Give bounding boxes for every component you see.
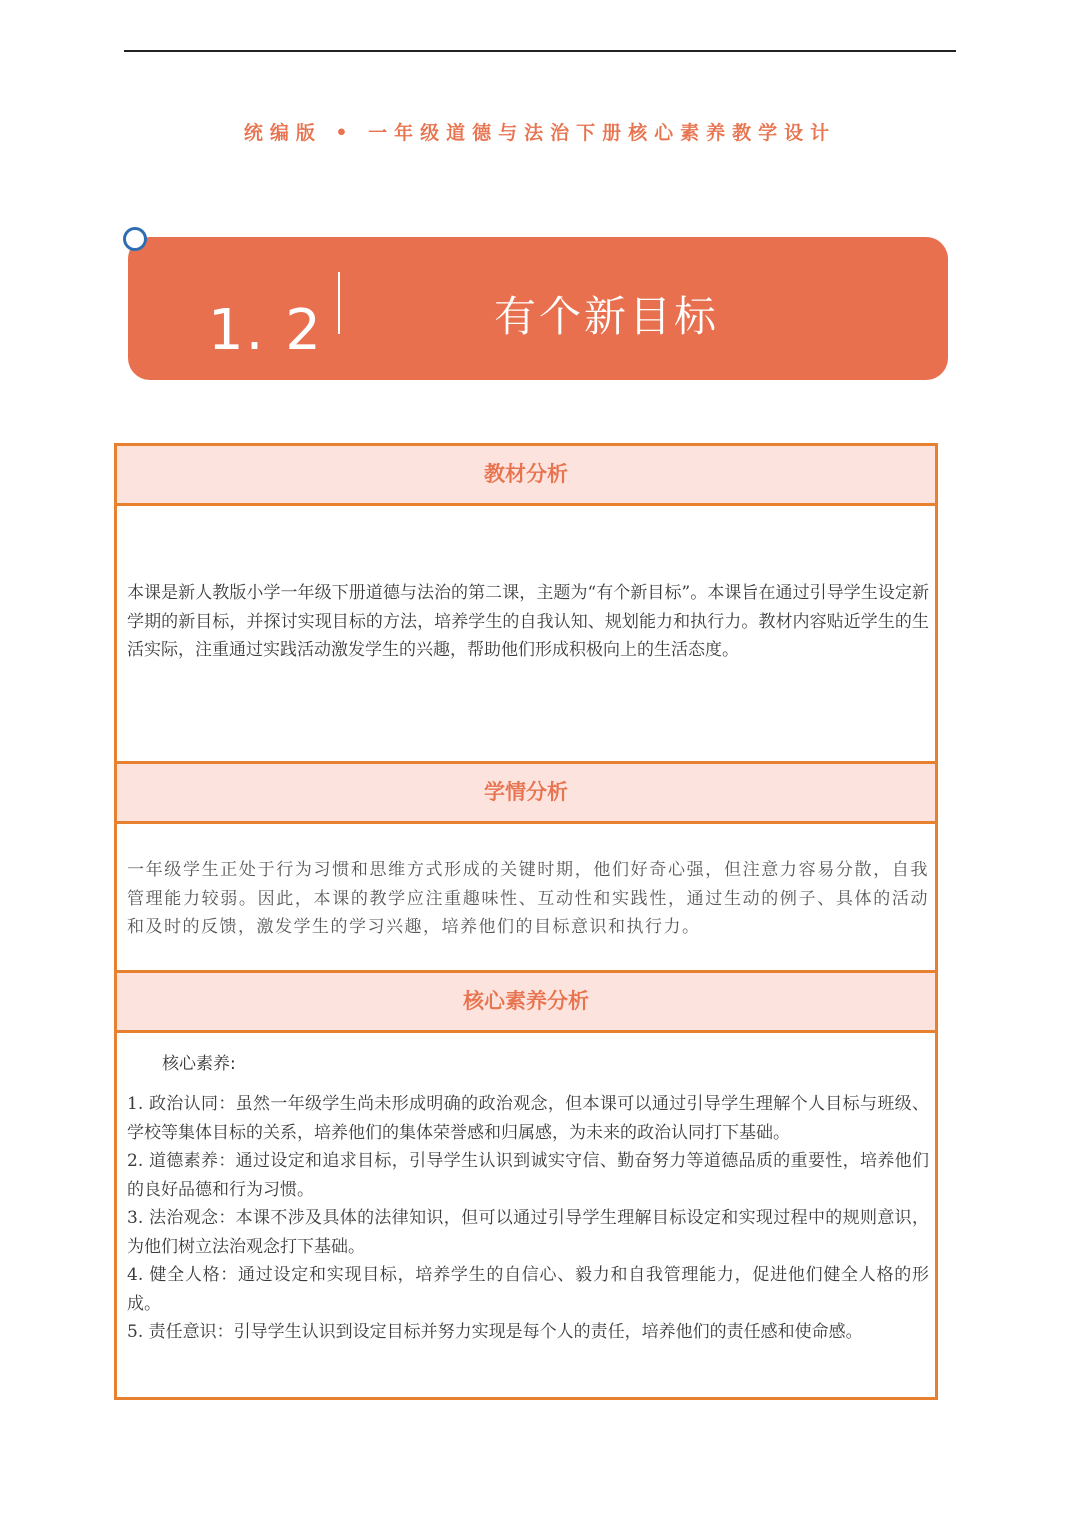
lesson-title: 有个新目标 [494, 292, 720, 341]
textbook-analysis-text: 本课是新人教版小学一年级下册道德与法治的第二课，主题为“有个新目标”。本课旨在通过引导学生设定新学期的新目标，并探讨实现目标的方法，培养学生的自我认知、规划能力和执行力。教材内容贴近学生的生活实际，注重通过实践活动激发学生的兴趣，帮助他们形成积极向上的生活态度。 [127, 583, 929, 660]
textbook-analysis-header: 教材分析 [117, 446, 935, 506]
core-literacy-header: 核心素养分析 [117, 970, 935, 1033]
core-literacy-list [127, 1090, 929, 1347]
lesson-banner [128, 237, 948, 380]
student-analysis-text: 一年级学生正处于行为习惯和思维方式形成的关键时期，他们好奇心强，但注意力容易分散，自我管理能力较弱。因此，本课的教学应注重趣味性、互动性和实践性，通过生动的例子、具体的活动和及时的反馈，激发学生的学习兴趣，培养他们的目标意识和执行力。 [127, 860, 929, 937]
core-item-responsibility: 5. 责任意识：引导学生认识到设定目标并努力实现是每个人的责任，培养他们的责任感和使命感。 [127, 1322, 863, 1342]
core-item-moral: 2. 道德素养：通过设定和追求目标，引导学生认识到诚实守信、勤奋努力等道德品质的重要性，培养他们的良好品德和行为习惯。 [127, 1151, 929, 1200]
lesson-number: 1. 2 [208, 298, 323, 363]
core-item-law: 3. 法治观念：本课不涉及具体的法律知识，但可以通过引导学生理解目标设定和实现过程中的规则意识，为他们树立法治观念打下基础。 [127, 1208, 929, 1257]
top-rule [124, 50, 956, 52]
book-title: 统编版 • 一年级道德与法治下册核心素养教学设计 [243, 122, 837, 144]
student-analysis-header: 学情分析 [117, 761, 935, 824]
banner-dot-icon [123, 227, 147, 251]
core-literacy-label: 核心素养: [162, 1054, 236, 1074]
core-item-personality: 4. 健全人格：通过设定和实现目标，培养学生的自信心、毅力和自我管理能力，促进他们健全人格的形成。 [127, 1265, 929, 1314]
analysis-table [114, 443, 938, 1400]
banner-divider [338, 272, 340, 334]
core-item-political: 1. 政治认同：虽然一年级学生尚未形成明确的政治观念，但本课可以通过引导学生理解个人目标与班级、学校等集体目标的关系，培养他们的集体荣誉感和归属感，为未来的政治认同打下基础。 [127, 1094, 929, 1143]
